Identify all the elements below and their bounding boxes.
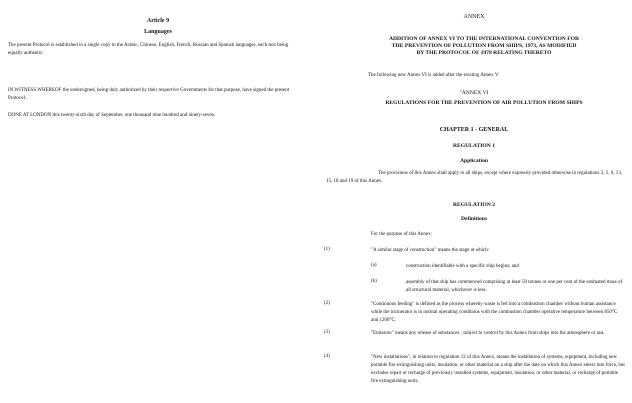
- regulation-1-heading: REGULATION 1: [452, 143, 495, 149]
- languages-paragraph: The present Protocol is established in a single copy in the Arabic, Chinese, English, French, Russian and Spanish languages, each text being equally authentic.: [8, 43, 289, 56]
- intro-paragraph: The following new Annex VI is added after the existing Annex V:: [368, 73, 500, 78]
- annex-title-line: ADDITION OF ANNEX VI TO THE INTERNATIONAL CONVENTION FOR: [388, 36, 580, 42]
- definition-text: "A similar stage of construction" means the stage at which:: [371, 248, 490, 253]
- definition-text: "Continuous feeding" is defined as the process whereby waste is fed into a combustion chamber without human assistance while the incinerator is in normal operating conditions with the combustion chamber operative temperature between 850°C and 1200°C.: [371, 302, 618, 323]
- definition-number: (4): [324, 354, 330, 359]
- purpose-paragraph: For the purpose of this Annex:: [371, 232, 432, 237]
- definitions-heading: Definitions: [460, 216, 488, 222]
- definition-text: "New installations", in relation to regulation 12 of this Annex, means the installation of systems, equipment, including new portable fire extinguishing units, insulation, or other material on a ship after the date on which this Annex enters into force, but excludes repair or recharge of previously installed systems, equipment, insulation, or other material, or recharge of portable fire extinguishing units.: [371, 355, 625, 384]
- subitem-label: (b): [371, 279, 377, 284]
- annex-heading: ANNEX: [463, 14, 485, 20]
- subitem-label: (a): [371, 263, 377, 268]
- annex-vi-heading: "ANNEX VI: [459, 90, 489, 96]
- definition-number: (2): [324, 301, 330, 306]
- application-paragraph: The provisions of this Annex shall apply to all ships, except where expressly provided otherwise in regulations 3, 5, 6, 13, 15, 18 and 19 of this Annex.: [326, 171, 622, 184]
- definition-number: (3): [324, 330, 330, 335]
- definition-number: (1): [324, 247, 330, 252]
- article-heading: Article 9: [146, 18, 170, 24]
- languages-heading: Languages: [144, 29, 172, 35]
- annex-title: [356, 36, 612, 57]
- chapter-heading: CHAPTER 1 - GENERAL: [439, 127, 509, 133]
- done-paragraph: DONE AT LONDON this twenty-sixth day of September, one thousand nine hundred and ninety-seven.: [8, 113, 216, 118]
- application-heading: Application: [460, 158, 488, 164]
- right-page: [316, 0, 632, 403]
- annex-title-line: THE PREVENTION OF POLLUTION FROM SHIPS, 1973, AS MODIFIED: [391, 43, 577, 49]
- subitem-text: assembly of that ship has commenced comprising at least 50 tonnes or one per cent of the estimated mass of all structural material, whichever is less.: [406, 280, 623, 293]
- regulations-heading: REGULATIONS FOR THE PREVENTION OF AIR POLLUTION FROM SHIPS: [385, 100, 583, 106]
- definition-text: "Emission" means any release of substances , subject to control by this Annex from ships into the atmosphere or sea.: [371, 331, 605, 336]
- regulation-2-heading: REGULATION 2: [452, 202, 495, 208]
- witness-paragraph: IN WITNESS WHEREOF the undersigned, being duly authorized by their respective Governments for that purpose, have signed the present Protocol.: [8, 88, 290, 101]
- subitem-text: construction identifiable with a specific ship begins; and: [406, 264, 519, 269]
- annex-title-line: BY THE PROTOCOL OF 1978 RELATING THERETO: [416, 50, 552, 56]
